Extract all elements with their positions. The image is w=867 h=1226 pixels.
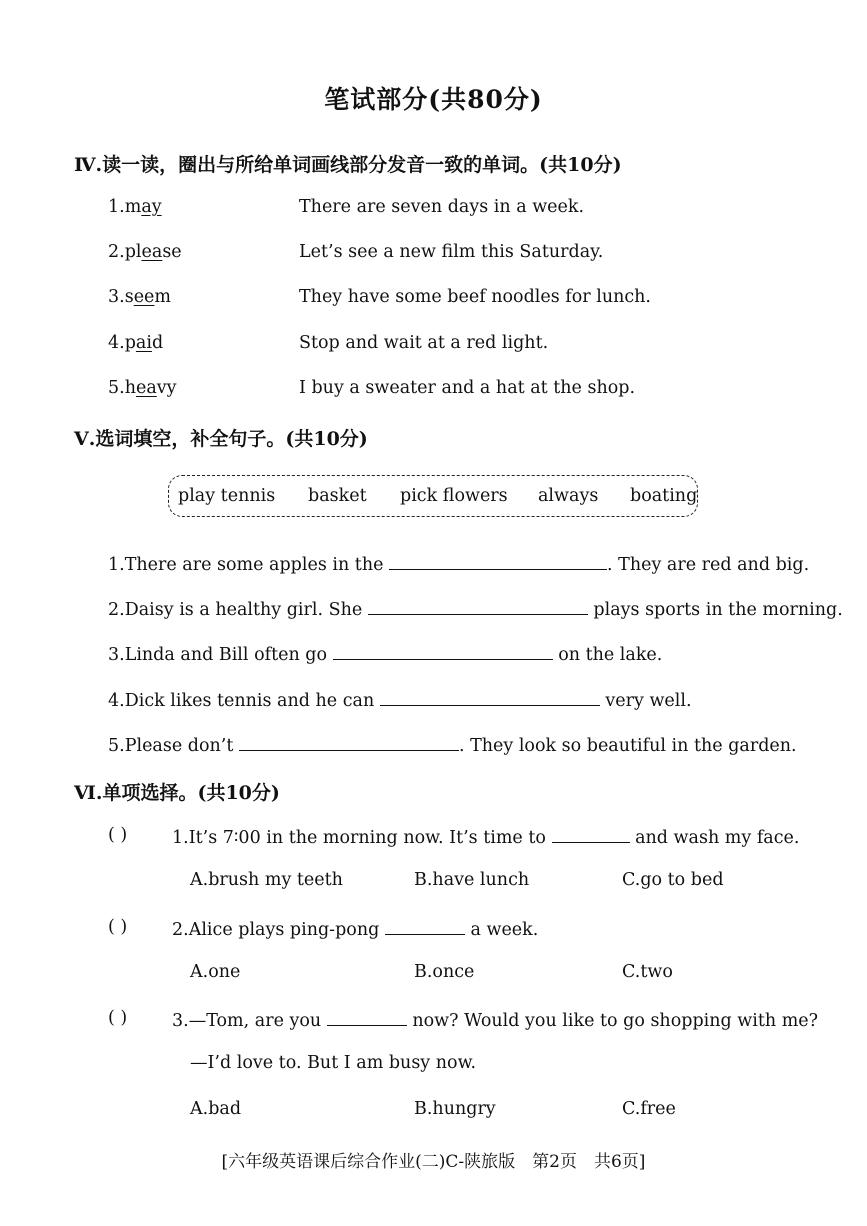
option-c[interactable]: C.go to bed bbox=[622, 870, 724, 890]
s4-word-4: 4.paid bbox=[108, 333, 164, 353]
answer-blank[interactable] bbox=[385, 917, 465, 935]
section-5-heading: Ⅴ.选词填空，补全句子。(共10分) bbox=[74, 428, 368, 450]
option-a[interactable]: A.one bbox=[190, 962, 241, 982]
s4-sentence-5[interactable]: I buy a sweater and a hat at the shop. bbox=[299, 378, 636, 398]
answer-blank[interactable] bbox=[389, 552, 607, 570]
word-bank-item: always bbox=[538, 486, 599, 506]
answer-blank[interactable] bbox=[239, 733, 459, 751]
question-3-reply: —I’d love to. But I am busy now. bbox=[190, 1053, 477, 1073]
s5-sentence-5: 5.Please don’t . They look so beautiful in the garden. bbox=[108, 733, 797, 756]
answer-blank[interactable] bbox=[333, 642, 553, 660]
word-bank-item: boating bbox=[630, 486, 698, 506]
s4-word-5: 5.heavy bbox=[108, 378, 177, 398]
option-c[interactable]: C.free bbox=[622, 1099, 676, 1119]
page-title: 笔试部分(共80分) bbox=[324, 85, 543, 114]
page-footer: [六年级英语课后综合作业(二)C-陕旅版 第2页 共6页] bbox=[221, 1152, 646, 1172]
s5-sentence-1: 1.There are some apples in the . They are red and big. bbox=[108, 552, 809, 575]
word-bank-item: basket bbox=[308, 486, 367, 506]
word-bank-box bbox=[168, 475, 698, 517]
s5-sentence-3: 3.Linda and Bill often go on the lake. bbox=[108, 642, 662, 665]
answer-paren[interactable]: ( ) bbox=[108, 917, 128, 937]
question-3: 3.—Tom, are you now? Would you like to go shopping with me? bbox=[172, 1008, 818, 1031]
s4-sentence-2[interactable]: Let’s see a new film this Saturday. bbox=[299, 242, 604, 262]
answer-blank[interactable] bbox=[327, 1008, 407, 1026]
s4-word-1: 1.may bbox=[108, 197, 162, 217]
question-1: 1.It’s 7∶00 in the morning now. It’s time to and wash my face. bbox=[172, 825, 799, 848]
option-b[interactable]: B.once bbox=[414, 962, 475, 982]
section-4-heading: Ⅳ.读一读，圈出与所给单词画线部分发音一致的单词。(共10分) bbox=[74, 154, 622, 176]
answer-blank[interactable] bbox=[380, 688, 600, 706]
word-bank-item: play tennis bbox=[178, 486, 276, 506]
word-bank-item: pick flowers bbox=[400, 486, 508, 506]
question-2: 2.Alice plays ping-pong a week. bbox=[172, 917, 538, 940]
answer-blank[interactable] bbox=[368, 597, 588, 615]
section-6-heading: Ⅵ.单项选择。(共10分) bbox=[74, 782, 280, 804]
s4-sentence-1[interactable]: There are seven days in a week. bbox=[299, 197, 585, 217]
s5-sentence-4: 4.Dick likes tennis and he can very well. bbox=[108, 688, 692, 711]
option-a[interactable]: A.bad bbox=[190, 1099, 242, 1119]
s4-word-3: 3.seem bbox=[108, 287, 172, 307]
option-b[interactable]: B.hungry bbox=[414, 1099, 496, 1119]
s4-sentence-4[interactable]: Stop and wait at a red light. bbox=[299, 333, 549, 353]
s4-word-2: 2.please bbox=[108, 242, 182, 262]
answer-blank[interactable] bbox=[552, 825, 630, 843]
option-a[interactable]: A.brush my teeth bbox=[190, 870, 343, 890]
s4-sentence-3[interactable]: They have some beef noodles for lunch. bbox=[299, 287, 651, 307]
s5-sentence-2: 2.Daisy is a healthy girl. She plays sports in the morning. bbox=[108, 597, 843, 620]
option-b[interactable]: B.have lunch bbox=[414, 870, 530, 890]
option-c[interactable]: C.two bbox=[622, 962, 673, 982]
answer-paren[interactable]: ( ) bbox=[108, 1008, 128, 1028]
answer-paren[interactable]: ( ) bbox=[108, 825, 128, 845]
